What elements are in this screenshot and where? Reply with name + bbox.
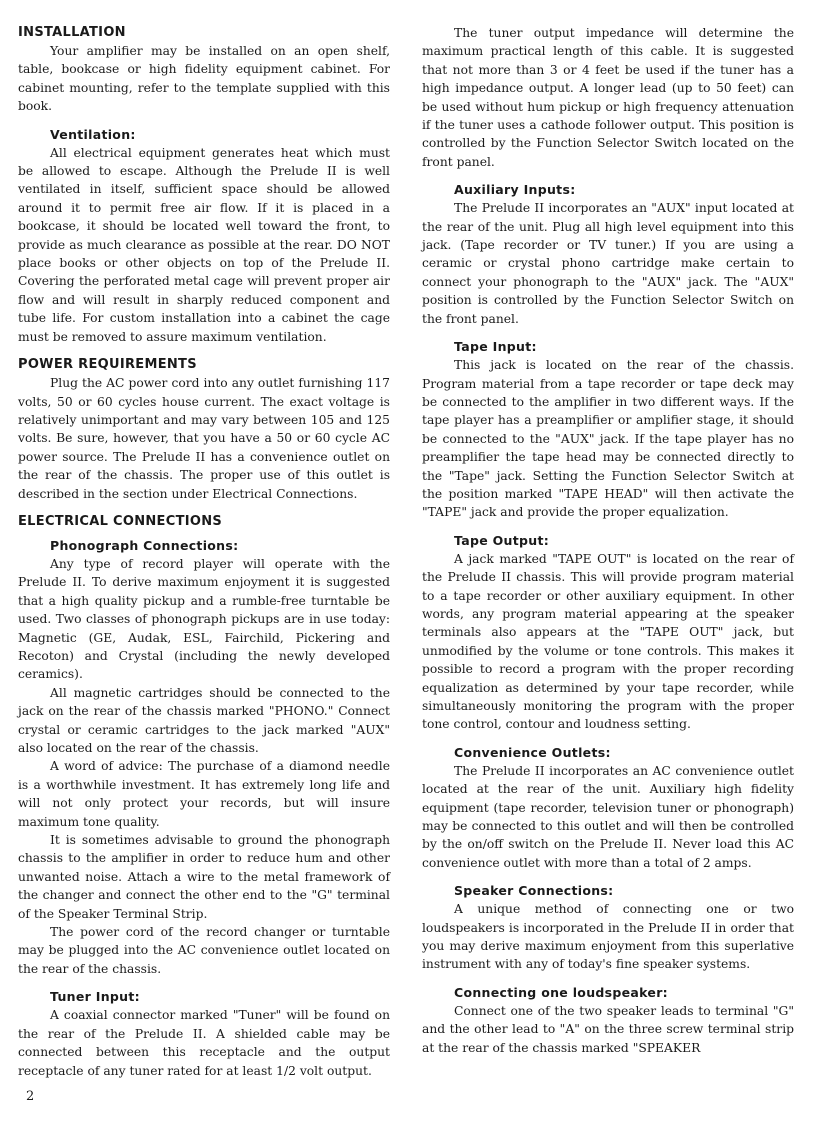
auxiliary-inputs-heading: Auxiliary Inputs: [454, 182, 576, 198]
electrical-connections-heading: ELECTRICAL CONNECTIONS [18, 513, 223, 529]
tape-input-heading: Tape Input: [454, 339, 537, 355]
ventilation-heading: Ventilation: [50, 126, 136, 142]
ventilation-text: All electrical equipment generates heat which must be allowed to escape. Although the Prelude II is well ventilated in itself, sufficient space should be allowed around it to permit free air flow. If it is placed in a bookcase, it should be located well toward the front, to provide as much clearance as possible at the rear. DO NOT place books or other objects on top of the Prelude II. Covering the perforated metal cage will prevent proper air flow and will result in sharply reduced component and tube life. For custom installation into a cabinet the cage must be removed to assure maximum ventilation. [18, 145, 390, 344]
phonograph-text-3: A word of advice: The purchase of a diamond needle is a worthwhile investment. It has extremely long life and will not only protect your records, but will insure maximum tone quality. [18, 759, 390, 829]
speaker-connections-text: A unique method of connecting one or two loudspeakers is incorporated in the Prelude II in order that you may derive maximum enjoyment from this superlative instrument with any of today's fine speaker systems. [422, 902, 794, 972]
one-loudspeaker-heading: Connecting one loudspeaker: [454, 984, 668, 1000]
one-loudspeaker-text: Connect one of the two speaker leads to terminal "G" and the other lead to "A" on the three screw terminal strip at the rear of the chassis marked "SPEAKER [422, 1003, 794, 1055]
tuner-input-heading: Tuner Input: [50, 989, 140, 1005]
tuner-input-continued-text: The tuner output impedance will determine the maximum practical length of this cable. It is suggested that not more than 3 or 4 feet be used if the tuner has a high impedance output. A longer lead (up to 50 feet) can be used without hum pickup or high frequency attenuation if the tuner uses a cathode follower output. This position is controlled by the Function Selector Switch located on the front panel. [422, 26, 794, 169]
left-column [18, 24, 390, 1080]
phonograph-text-1: Any type of record player will operate with the Prelude II. To derive maximum enjoyment it is suggested that a high quality pickup and a rumble-free turntable be used. Two classes of phonograph pickups are in use today: Magnetic (GE, Audak, ESL, Fairchild, Pickering and Recoton) and Crystal (including the newly developed ceramics). [18, 556, 390, 682]
convenience-outlets-text: The Prelude II incorporates an AC convenience outlet located at the rear of the unit. Auxiliary high fidelity equipment (tape recorder, television tuner or phonograph) may be connected to this outlet and will then be controlled by the on/off switch on the Prelude II. Never load this AC convenience outlet with more than a total of 2 amps. [422, 763, 794, 870]
installation-text: Your amplifier may be installed on an open shelf, table, bookcase or high fidelity equipment cabinet. For cabinet mounting, refer to the template supplied with this book. [18, 44, 390, 114]
phonograph-text-2: All magnetic cartridges should be connected to the jack on the rear of the chassis marked "PHONO." Connect crystal or ceramic cartridges to the jack marked "AUX" also located on the rear of the chassis. [18, 685, 390, 755]
page-number: 2 [26, 1089, 35, 1104]
tape-output-text: A jack marked "TAPE OUT" is located on the rear of the Prelude II chassis. This will provide program material to a tape recorder or other auxiliary equipment. In other words, any program material appearing at the speaker terminals also appears at the "TAPE OUT" jack, but unmodified by the volume or tone controls. This makes it possible to record a program with the proper recording equalization as determined by your tape recorder, while simultaneously monitoring the program with the proper tone control, contour and loudness setting. [422, 551, 794, 732]
phonograph-text-4: It is sometimes advisable to ground the phonograph chassis to the amplifier in order to reduce hum and other unwanted noise. Attach a wire to the metal framework of the changer and connect the other end to the "G" terminal of the Speaker Terminal Strip. [18, 833, 390, 921]
tape-input-text: This jack is located on the rear of the chassis. Program material from a tape recorder or tape deck may be connected to the amplifier in two different ways. If the tape player has a preamplifier or amplifier stage, it should be connected to the "AUX" jack. If the tape player has no preamplifier the tape head may be connected directly to the "Tape" jack. Setting the Function Selector Switch at the position marked "TAPE HEAD" will then activate the "TAPE" jack and provide the proper equalization. [422, 358, 794, 520]
convenience-outlets-heading: Convenience Outlets: [454, 744, 611, 760]
speaker-connections-heading: Speaker Connections: [454, 883, 614, 899]
right-column [422, 24, 794, 1057]
installation-heading: INSTALLATION [18, 25, 126, 40]
phonograph-connections-heading: Phonograph Connections: [50, 537, 239, 553]
tuner-input-text: A coaxial connector marked "Tuner" will be found on the rear of the Prelude II. A shielded cable may be connected between this receptacle and the output receptacle of any tuner rated for at least 1/2 volt output. [18, 1008, 390, 1078]
phonograph-text-5: The power cord of the record changer or turntable may be plugged into the AC convenience outlet located on the rear of the chassis. [18, 925, 390, 976]
power-requirements-heading: POWER REQUIREMENTS [18, 357, 197, 373]
tape-output-heading: Tape Output: [454, 532, 550, 548]
power-requirements-text: Plug the AC power cord into any outlet furnishing 117 volts, 50 or 60 cycles house current. The exact voltage is relatively unimportant and may vary between 105 and 125 volts. Be sure, however, that you have a 50 or 60 cycle AC power source. The Prelude II has a convenience outlet on the rear of the chassis. The proper use of this outlet is described in the section under Electrical Connections. [18, 376, 390, 501]
auxiliary-inputs-text: The Prelude II incorporates an "AUX" input located at the rear of the unit. Plug all high level equipment into this jack. (Tape recorder or TV tuner.) If you are using a ceramic or crystal phono cartridge make certain to connect your phonograph to the "AUX" jack. The "AUX" position is controlled by the Function Selector Switch on the front panel. [422, 201, 794, 326]
